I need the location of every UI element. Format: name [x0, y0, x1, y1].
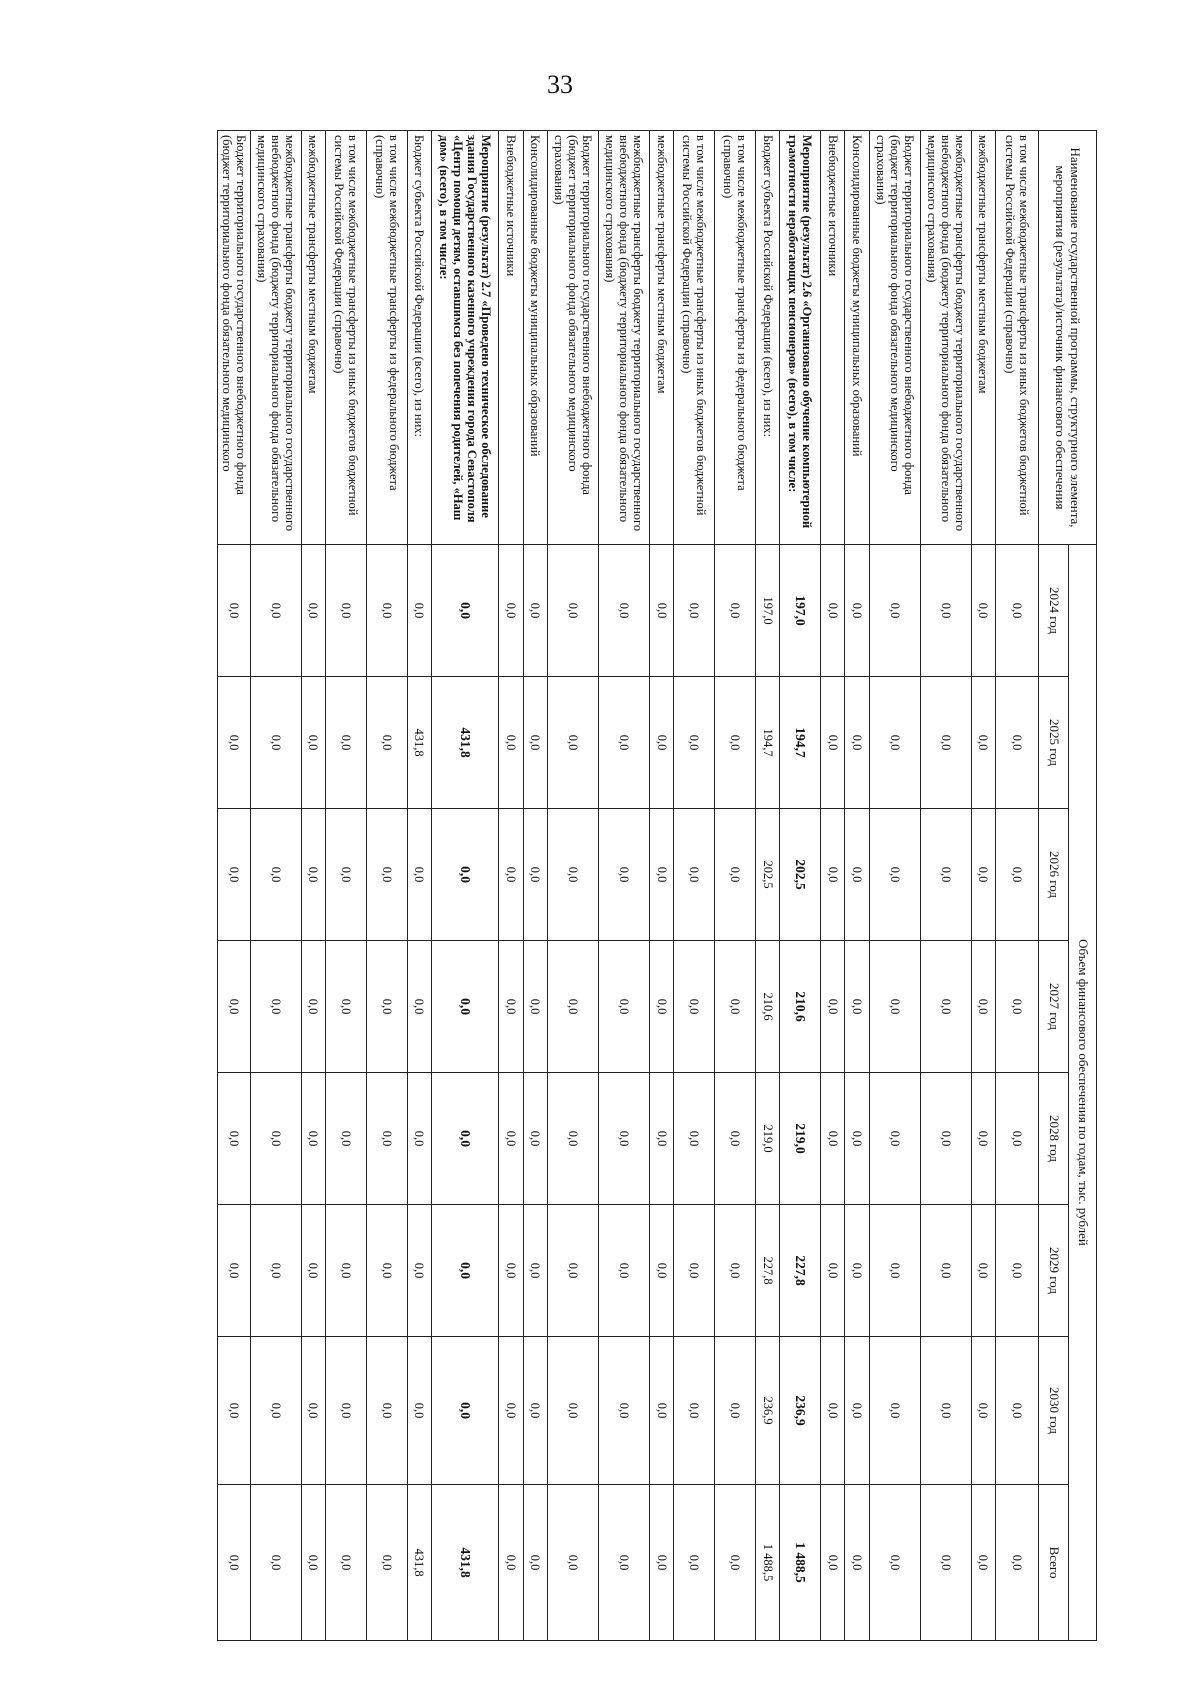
value-cell: 0,0 — [715, 1073, 756, 1205]
value-cell: 0,0 — [548, 1337, 599, 1485]
value-cell: 0,0 — [432, 1073, 499, 1205]
value-cell: 0,0 — [599, 809, 650, 941]
value-cell: 0,0 — [649, 941, 673, 1073]
value-cell: 0,0 — [971, 677, 995, 809]
value-cell: 0,0 — [996, 1205, 1039, 1337]
value-cell: 0,0 — [548, 941, 599, 1073]
value-cell: 0,0 — [599, 545, 650, 677]
value-cell: 0,0 — [499, 1485, 523, 1641]
table-row — [674, 131, 715, 1641]
value-cell: 0,0 — [301, 941, 325, 1073]
table-row — [996, 131, 1039, 1641]
table-row — [599, 131, 650, 1641]
value-cell: 0,0 — [218, 1337, 251, 1485]
row-label: Бюджет территориального государственного внебюджетного фонда (бюджет территориального фонда обязательного медицинского страхования) — [869, 131, 920, 545]
value-cell: 0,0 — [869, 941, 920, 1073]
value-cell: 0,0 — [674, 1205, 715, 1337]
value-cell: 0,0 — [250, 1073, 301, 1205]
value-cell: 0,0 — [845, 1485, 869, 1641]
value-cell: 0,0 — [523, 1073, 547, 1205]
value-cell: 0,0 — [301, 545, 325, 677]
value-cell: 0,0 — [250, 941, 301, 1073]
value-cell: 0,0 — [432, 1205, 499, 1337]
table-row — [715, 131, 756, 1641]
value-cell: 0,0 — [715, 941, 756, 1073]
value-cell: 431,8 — [407, 677, 431, 809]
table-row — [755, 131, 779, 1641]
value-cell: 0,0 — [366, 1337, 407, 1485]
value-cell: 0,0 — [821, 545, 845, 677]
value-cell: 227,8 — [755, 1205, 779, 1337]
value-cell: 0,0 — [920, 1337, 971, 1485]
row-label: Бюджет территориального государственного внебюджетного фонда (бюджет территориального фонда обязательного медицинского — [218, 131, 251, 545]
value-cell: 0,0 — [326, 1337, 367, 1485]
value-cell: 0,0 — [326, 809, 367, 941]
value-cell: 0,0 — [326, 677, 367, 809]
value-cell: 0,0 — [407, 1073, 431, 1205]
value-cell: 0,0 — [523, 1485, 547, 1641]
value-cell: 0,0 — [821, 1205, 845, 1337]
row-label: Бюджет субъекта Российской Федерации (всего), из них: — [755, 131, 779, 545]
value-cell: 0,0 — [523, 1205, 547, 1337]
value-cell: 0,0 — [845, 1073, 869, 1205]
table-row-measure — [432, 131, 499, 1641]
value-cell: 0,0 — [869, 1205, 920, 1337]
row-label: Мероприятие (результат) 2.6 «Организовано обучение компьютерной грамотности неработающих пенсионеров» (всего), в том числе: — [780, 131, 821, 545]
value-cell: 0,0 — [649, 1485, 673, 1641]
value-cell: 0,0 — [996, 1337, 1039, 1485]
value-cell: 0,0 — [366, 941, 407, 1073]
value-cell: 0,0 — [971, 1485, 995, 1641]
value-cell: 0,0 — [649, 809, 673, 941]
value-cell: 0,0 — [301, 677, 325, 809]
value-cell: 431,8 — [432, 1485, 499, 1641]
value-cell: 0,0 — [366, 1485, 407, 1641]
value-cell: 0,0 — [971, 809, 995, 941]
value-cell: 0,0 — [920, 1073, 971, 1205]
row-label: Внебюджетные источники — [499, 131, 523, 545]
value-cell: 0,0 — [715, 545, 756, 677]
value-cell: 0,0 — [845, 677, 869, 809]
value-cell: 0,0 — [821, 809, 845, 941]
value-cell: 0,0 — [326, 1205, 367, 1337]
value-cell: 0,0 — [715, 809, 756, 941]
value-cell: 0,0 — [548, 1205, 599, 1337]
header-year: 2025 год — [1039, 677, 1069, 809]
row-label: в том числе межбюджетные трансферты из иных бюджетов бюджетной системы Российской Федерации (справочно) — [674, 131, 715, 545]
value-cell: 0,0 — [499, 1073, 523, 1205]
value-cell: 0,0 — [821, 1337, 845, 1485]
table-row — [218, 131, 251, 1641]
row-label: межбюджетные трансферты местным бюджетам — [971, 131, 995, 545]
value-cell: 0,0 — [845, 545, 869, 677]
value-cell: 0,0 — [407, 545, 431, 677]
table-row-measure — [780, 131, 821, 1641]
table-row — [649, 131, 673, 1641]
value-cell: 431,8 — [407, 1485, 431, 1641]
value-cell: 0,0 — [326, 1073, 367, 1205]
value-cell: 0,0 — [649, 1337, 673, 1485]
value-cell: 0,0 — [674, 941, 715, 1073]
header-year: 2027 год — [1039, 941, 1069, 1073]
row-label: в том числе межбюджетные трансферты из федерального бюджета (справочно) — [366, 131, 407, 545]
value-cell: 0,0 — [869, 809, 920, 941]
value-cell: 0,0 — [218, 1485, 251, 1641]
value-cell: 0,0 — [523, 677, 547, 809]
value-cell: 1 488,5 — [780, 1485, 821, 1641]
row-label: Бюджет субъекта Российской Федерации (всего), из них: — [407, 131, 431, 545]
value-cell: 0,0 — [366, 1205, 407, 1337]
value-cell: 0,0 — [971, 1205, 995, 1337]
value-cell: 0,0 — [920, 677, 971, 809]
value-cell: 0,0 — [499, 1205, 523, 1337]
value-cell: 0,0 — [845, 1337, 869, 1485]
value-cell: 0,0 — [250, 677, 301, 809]
value-cell: 0,0 — [845, 809, 869, 941]
value-cell: 0,0 — [821, 1073, 845, 1205]
value-cell: 0,0 — [432, 545, 499, 677]
value-cell: 0,0 — [845, 1205, 869, 1337]
header-financing-group: Объем финансового обеспечения по годам, тыс. рублей — [1069, 545, 1097, 1641]
row-label: Внебюджетные источники — [821, 131, 845, 545]
table-row — [920, 131, 971, 1641]
row-label: в том числе межбюджетные трансферты из иных бюджетов бюджетной системы Российской Федерации (справочно) — [996, 131, 1039, 545]
row-label: Консолидированные бюджеты муниципальных образований — [845, 131, 869, 545]
value-cell: 0,0 — [218, 941, 251, 1073]
value-cell: 0,0 — [523, 941, 547, 1073]
value-cell: 0,0 — [971, 545, 995, 677]
value-cell: 0,0 — [548, 1485, 599, 1641]
table-row — [845, 131, 869, 1641]
value-cell: 0,0 — [407, 1205, 431, 1337]
value-cell: 0,0 — [649, 677, 673, 809]
value-cell: 0,0 — [821, 941, 845, 1073]
value-cell: 0,0 — [548, 677, 599, 809]
value-cell: 210,6 — [780, 941, 821, 1073]
value-cell: 0,0 — [674, 1337, 715, 1485]
header-year: 2024 год — [1039, 545, 1069, 677]
row-label: Бюджет территориального государственного внебюджетного фонда (бюджет территориального фонда обязательного медицинского страхования) — [548, 131, 599, 545]
value-cell: 0,0 — [674, 1073, 715, 1205]
value-cell: 0,0 — [599, 941, 650, 1073]
row-label: межбюджетные трансферты бюджету территориального государственного внебюджетного фонда (бюджету территориального фонда обязательного медицинского страхования) — [250, 131, 301, 545]
value-cell: 0,0 — [218, 809, 251, 941]
value-cell: 0,0 — [996, 809, 1039, 941]
value-cell: 0,0 — [821, 1485, 845, 1641]
value-cell: 0,0 — [301, 1205, 325, 1337]
value-cell: 0,0 — [920, 809, 971, 941]
value-cell: 0,0 — [920, 1205, 971, 1337]
value-cell: 0,0 — [548, 545, 599, 677]
row-label: межбюджетные трансферты местным бюджетам — [301, 131, 325, 545]
value-cell: 194,7 — [780, 677, 821, 809]
value-cell: 0,0 — [432, 809, 499, 941]
value-cell: 0,0 — [326, 1485, 367, 1641]
value-cell: 202,5 — [780, 809, 821, 941]
value-cell: 0,0 — [218, 545, 251, 677]
value-cell: 0,0 — [996, 941, 1039, 1073]
value-cell: 210,6 — [755, 941, 779, 1073]
header-name-column: Наименование государственной программы, структурного элемента, мероприятия (результата)/источник финансового обеспечения — [1039, 131, 1097, 545]
value-cell: 0,0 — [996, 1485, 1039, 1641]
value-cell: 0,0 — [599, 1337, 650, 1485]
value-cell: 0,0 — [996, 677, 1039, 809]
table-row — [548, 131, 599, 1641]
table-row — [366, 131, 407, 1641]
rotated-table-container — [217, 130, 1097, 1640]
value-cell: 0,0 — [407, 1337, 431, 1485]
value-cell: 0,0 — [869, 677, 920, 809]
value-cell: 0,0 — [599, 1073, 650, 1205]
table-body — [218, 131, 1039, 1641]
value-cell: 0,0 — [326, 545, 367, 677]
value-cell: 0,0 — [715, 1205, 756, 1337]
value-cell: 0,0 — [218, 1205, 251, 1337]
header-year: 2030 год — [1039, 1337, 1069, 1485]
header-year: Всего — [1039, 1485, 1069, 1641]
row-label: в том числе межбюджетные трансферты из иных бюджетов бюджетной системы Российской Федерации (справочно) — [326, 131, 367, 545]
value-cell: 197,0 — [755, 545, 779, 677]
value-cell: 0,0 — [971, 1337, 995, 1485]
row-label: межбюджетные трансферты бюджету территориального государственного внебюджетного фонда (бюджету территориального фонда обязательного медицинского страхования) — [599, 131, 650, 545]
value-cell: 0,0 — [301, 1073, 325, 1205]
header-year: 2029 год — [1039, 1205, 1069, 1337]
value-cell: 0,0 — [366, 1073, 407, 1205]
value-cell: 0,0 — [548, 1073, 599, 1205]
value-cell: 0,0 — [499, 545, 523, 677]
value-cell: 0,0 — [523, 1337, 547, 1485]
value-cell: 0,0 — [250, 1205, 301, 1337]
value-cell: 236,9 — [780, 1337, 821, 1485]
value-cell: 1 488,5 — [755, 1485, 779, 1641]
value-cell: 227,8 — [780, 1205, 821, 1337]
value-cell: 0,0 — [250, 1337, 301, 1485]
value-cell: 0,0 — [649, 1073, 673, 1205]
value-cell: 0,0 — [996, 1073, 1039, 1205]
value-cell: 0,0 — [326, 941, 367, 1073]
value-cell: 0,0 — [715, 1337, 756, 1485]
table-row — [301, 131, 325, 1641]
value-cell: 0,0 — [432, 1337, 499, 1485]
value-cell: 0,0 — [599, 1205, 650, 1337]
row-label: в том числе межбюджетные трансферты из федерального бюджета (справочно) — [715, 131, 756, 545]
value-cell: 0,0 — [366, 677, 407, 809]
value-cell: 0,0 — [499, 1337, 523, 1485]
value-cell: 0,0 — [649, 1205, 673, 1337]
table-row — [821, 131, 845, 1641]
header-year: 2026 год — [1039, 809, 1069, 941]
value-cell: 0,0 — [548, 809, 599, 941]
value-cell: 0,0 — [366, 545, 407, 677]
value-cell: 0,0 — [674, 809, 715, 941]
value-cell: 0,0 — [599, 1485, 650, 1641]
value-cell: 197,0 — [780, 545, 821, 677]
table-row — [971, 131, 995, 1641]
value-cell: 0,0 — [920, 545, 971, 677]
value-cell: 0,0 — [649, 545, 673, 677]
row-label: Консолидированные бюджеты муниципальных образований — [523, 131, 547, 545]
table-row — [499, 131, 523, 1641]
row-label: Мероприятие (результат) 2.7 «Проведено техническое обследование здания Государственного казенного учреждения города Севастополя «Центр помощи детям, оставшимся без попечения родителей, «Наш дом» (всего), в том числе: — [432, 131, 499, 545]
table-row — [869, 131, 920, 1641]
value-cell: 219,0 — [780, 1073, 821, 1205]
value-cell: 0,0 — [599, 677, 650, 809]
value-cell: 0,0 — [301, 1485, 325, 1641]
header-year: 2028 год — [1039, 1073, 1069, 1205]
value-cell: 0,0 — [250, 545, 301, 677]
value-cell: 0,0 — [869, 1337, 920, 1485]
financing-table — [217, 130, 1097, 1641]
value-cell: 0,0 — [715, 677, 756, 809]
value-cell: 219,0 — [755, 1073, 779, 1205]
value-cell: 0,0 — [301, 809, 325, 941]
value-cell: 431,8 — [432, 677, 499, 809]
value-cell: 0,0 — [821, 677, 845, 809]
value-cell: 0,0 — [499, 941, 523, 1073]
value-cell: 0,0 — [869, 1073, 920, 1205]
value-cell: 0,0 — [407, 941, 431, 1073]
value-cell: 194,7 — [755, 677, 779, 809]
row-label: межбюджетные трансферты бюджету территориального государственного внебюджетного фонда (бюджету территориального фонда обязательного медицинского страхования) — [920, 131, 971, 545]
value-cell: 0,0 — [920, 1485, 971, 1641]
table-row — [326, 131, 367, 1641]
value-cell: 0,0 — [432, 941, 499, 1073]
value-cell: 0,0 — [971, 1073, 995, 1205]
value-cell: 0,0 — [715, 1485, 756, 1641]
value-cell: 0,0 — [301, 1337, 325, 1485]
value-cell: 0,0 — [845, 941, 869, 1073]
table-row — [523, 131, 547, 1641]
value-cell: 0,0 — [218, 1073, 251, 1205]
value-cell: 0,0 — [674, 677, 715, 809]
row-label: межбюджетные трансферты местным бюджетам — [649, 131, 673, 545]
value-cell: 0,0 — [869, 545, 920, 677]
table-row — [250, 131, 301, 1641]
value-cell: 0,0 — [499, 809, 523, 941]
value-cell: 0,0 — [523, 545, 547, 677]
page-number: 33 — [547, 70, 573, 99]
value-cell: 0,0 — [869, 1485, 920, 1641]
table-row — [407, 131, 431, 1641]
value-cell: 0,0 — [920, 941, 971, 1073]
value-cell: 0,0 — [674, 1485, 715, 1641]
value-cell: 0,0 — [250, 1485, 301, 1641]
value-cell: 0,0 — [996, 545, 1039, 677]
value-cell: 0,0 — [523, 809, 547, 941]
value-cell: 236,9 — [755, 1337, 779, 1485]
value-cell: 202,5 — [755, 809, 779, 941]
value-cell: 0,0 — [218, 677, 251, 809]
value-cell: 0,0 — [971, 941, 995, 1073]
value-cell: 0,0 — [674, 545, 715, 677]
value-cell: 0,0 — [407, 809, 431, 941]
value-cell: 0,0 — [366, 809, 407, 941]
value-cell: 0,0 — [250, 809, 301, 941]
value-cell: 0,0 — [499, 677, 523, 809]
